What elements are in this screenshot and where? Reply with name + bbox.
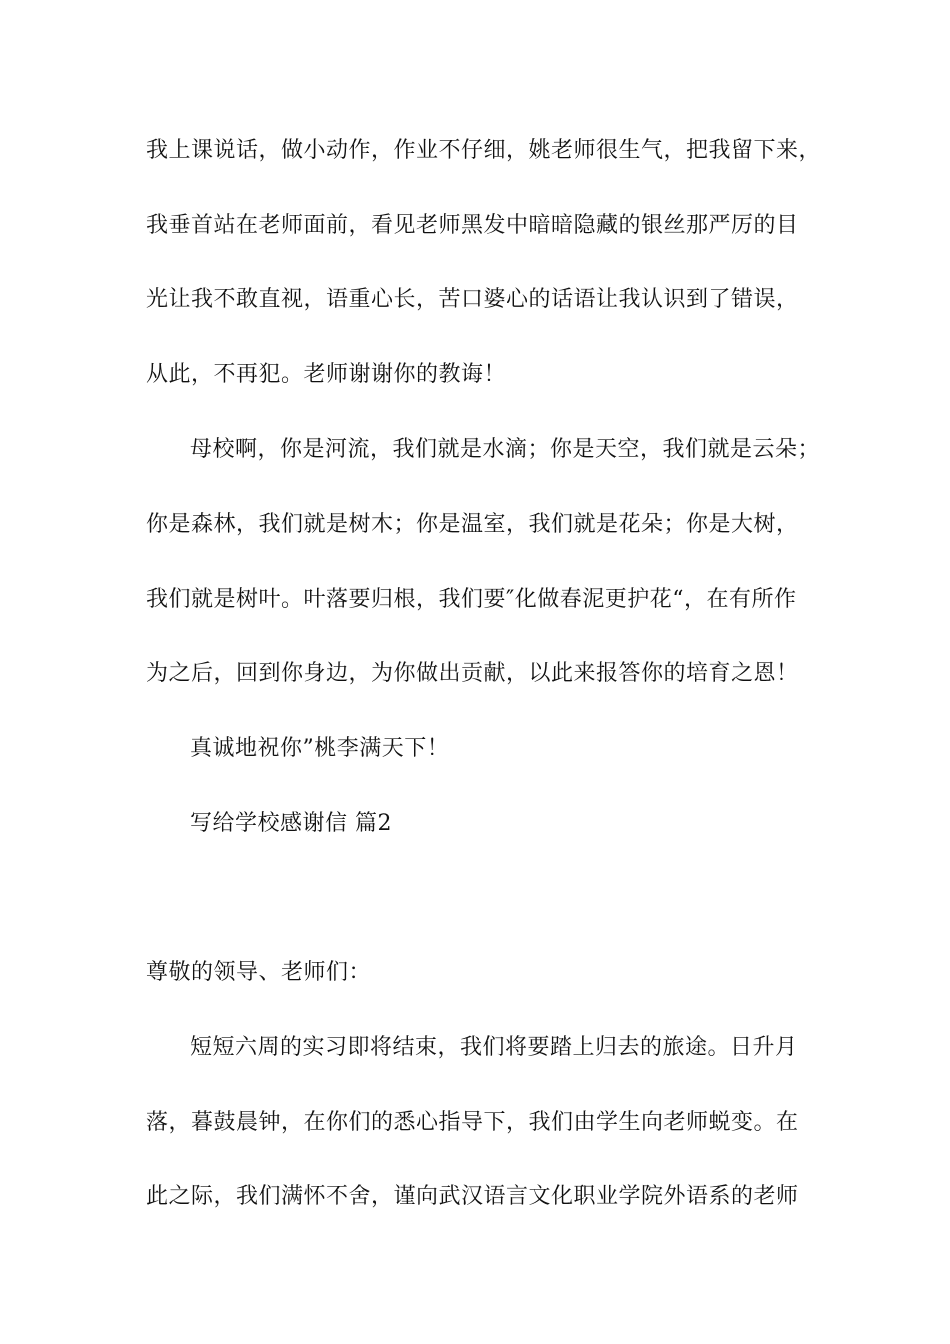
text-line: 短短六周的实习即将结束，我们将要踏上归去的旅途。日升月: [190, 1035, 798, 1060]
text-line: 落，暮鼓晨钟，在你们的悉心指导下，我们由学生向老师蜕变。在: [146, 1110, 799, 1135]
text-line: 光让我不敢直视，语重心长，苦口婆心的话语让我认识到了错误，: [146, 287, 799, 312]
text-line: 此之际，我们满怀不舍，谨向武汉语言文化职业学院外语系的老师: [146, 1184, 799, 1209]
section-heading: 写给学校感谢信 篇2: [190, 811, 392, 836]
text-line: 我们就是树叶。叶落要归根，我们要″化做春泥更护花“，在有所作: [146, 587, 797, 612]
text-line: 我垂首站在老师面前，看见老师黑发中暗暗隐藏的银丝那严厉的目: [146, 213, 799, 238]
text-line: 为之后，回到你身边，为你做出贡献，以此来报答你的培育之恩！: [146, 661, 799, 686]
text-line: 从此，不再犯。老师谢谢你的教诲！: [146, 362, 507, 387]
text-line: 你是森林，我们就是树木；你是温室，我们就是花朵；你是大树，: [146, 512, 799, 537]
text-line: 我上课说话，做小动作，作业不仔细，姚老师很生气，把我留下来，: [146, 138, 822, 163]
text-line: 真诚地祝你”桃李满天下！: [190, 736, 450, 761]
text-line: 母校啊，你是河流，我们就是水滴；你是天空，我们就是云朵；: [190, 437, 821, 462]
salutation: 尊敬的领导、老师们：: [146, 960, 372, 985]
